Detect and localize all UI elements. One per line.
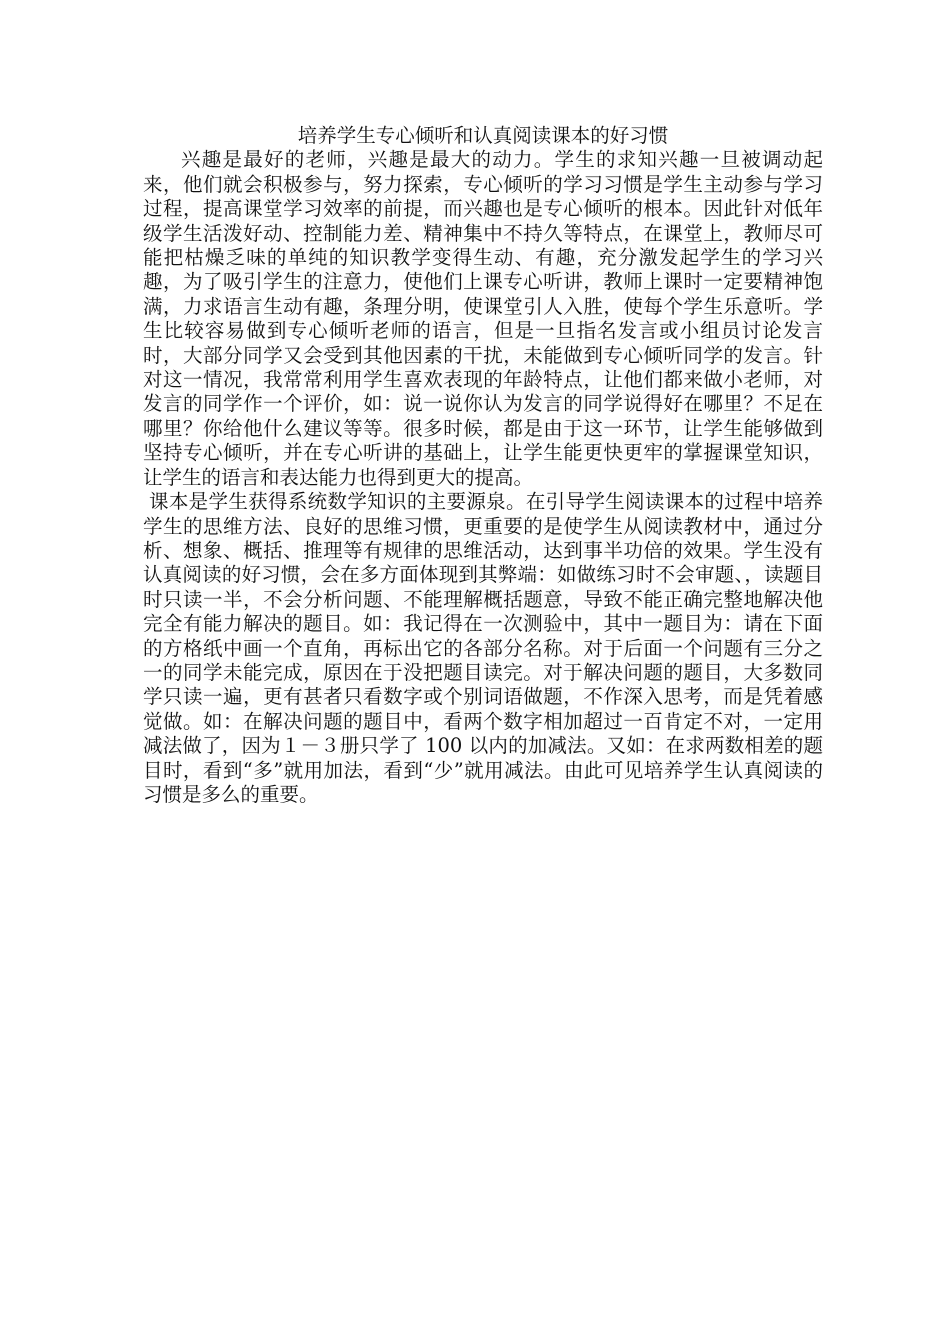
paragraph-listening: 兴趣是最好的老师，兴趣是最大的动力。学生的求知兴趣一旦被调动起来，他们就会积极参与，努力探索，专心倾听的学习习惯是学生主动参与学习过程，提高课堂学习效率的前提，而兴趣也是专心倾听的根本。因此针对低年级学生活泼好动、控制能力差、精神集中不持久等特点，在课堂上，教师尽可能把枯燥乏味的单纯的知识教学变得生动、有趣，充分激发起学生的学习兴趣，为了吸引学生的注意力，使他们上课专心听讲，教师上课时一定要精神饱满，力求语言生动有趣，条理分明，使课堂引人入胜，使每个学生乐意听。学生比较容易做到专心倾听老师的语言，但是一旦指名发言或小组员讨论发言时，大部分同学又会受到其他因素的干扰，未能做到专心倾听同学的发言。针对这一情况，我常常利用学生喜欢表现的年龄特点，让他们都来做小老师，对发言的同学作一个评价，如：说一说你认为发言的同学说得好在哪里？不足在哪里？你给他什么建议等等。很多时候，都是由于这一环节，让学生能够做到坚持专心倾听，并在专心听讲的基础上，让学生能更快更牢的掌握课堂知识，让学生的语言和表达能力也得到更大的提高。 [143,148,823,489]
document-title: 培养学生专心倾听和认真阅读课本的好习惯 [297,124,669,147]
paragraph-reading: 课本是学生获得系统数学知识的主要源泉。在引导学生阅读课本的过程中培养学生的思维方法、良好的思维习惯，更重要的是使学生从阅读教材中，通过分析、想象、概括、推理等有规律的思维活动，达到事半功倍的效果。学生没有认真阅读的好习惯，会在多方面体现到其弊端：如做练习时不会审题、，读题目时只读一半，不会分析问题、不能理解概括题意，导致不能正确完整地解决他完全有能力解决的题目。如：我记得在一次测验中，其中一题目为：请在下面的方格纸中画一个直角，再标出它的各部分名称。对于后面一个问题有三分之一的同学未能完成，原因在于没把题目读完。对于解决问题的题目，大多数同学只读一遍，更有甚者只看数字或个别词语做题，不作深入思考，而是凭着感觉做。如：在解决问题的题目中，看两个数字相加超过一百肯定不对，一定用减法做了，因为１－３册只学了 100 以内的加减法。又如：在求两数相差的题目时，看到“多”就用加法，看到“少”就用减法。由此可见培养学生认真阅读的习惯是多么的重要。 [143,490,823,806]
document-body [143,124,823,807]
